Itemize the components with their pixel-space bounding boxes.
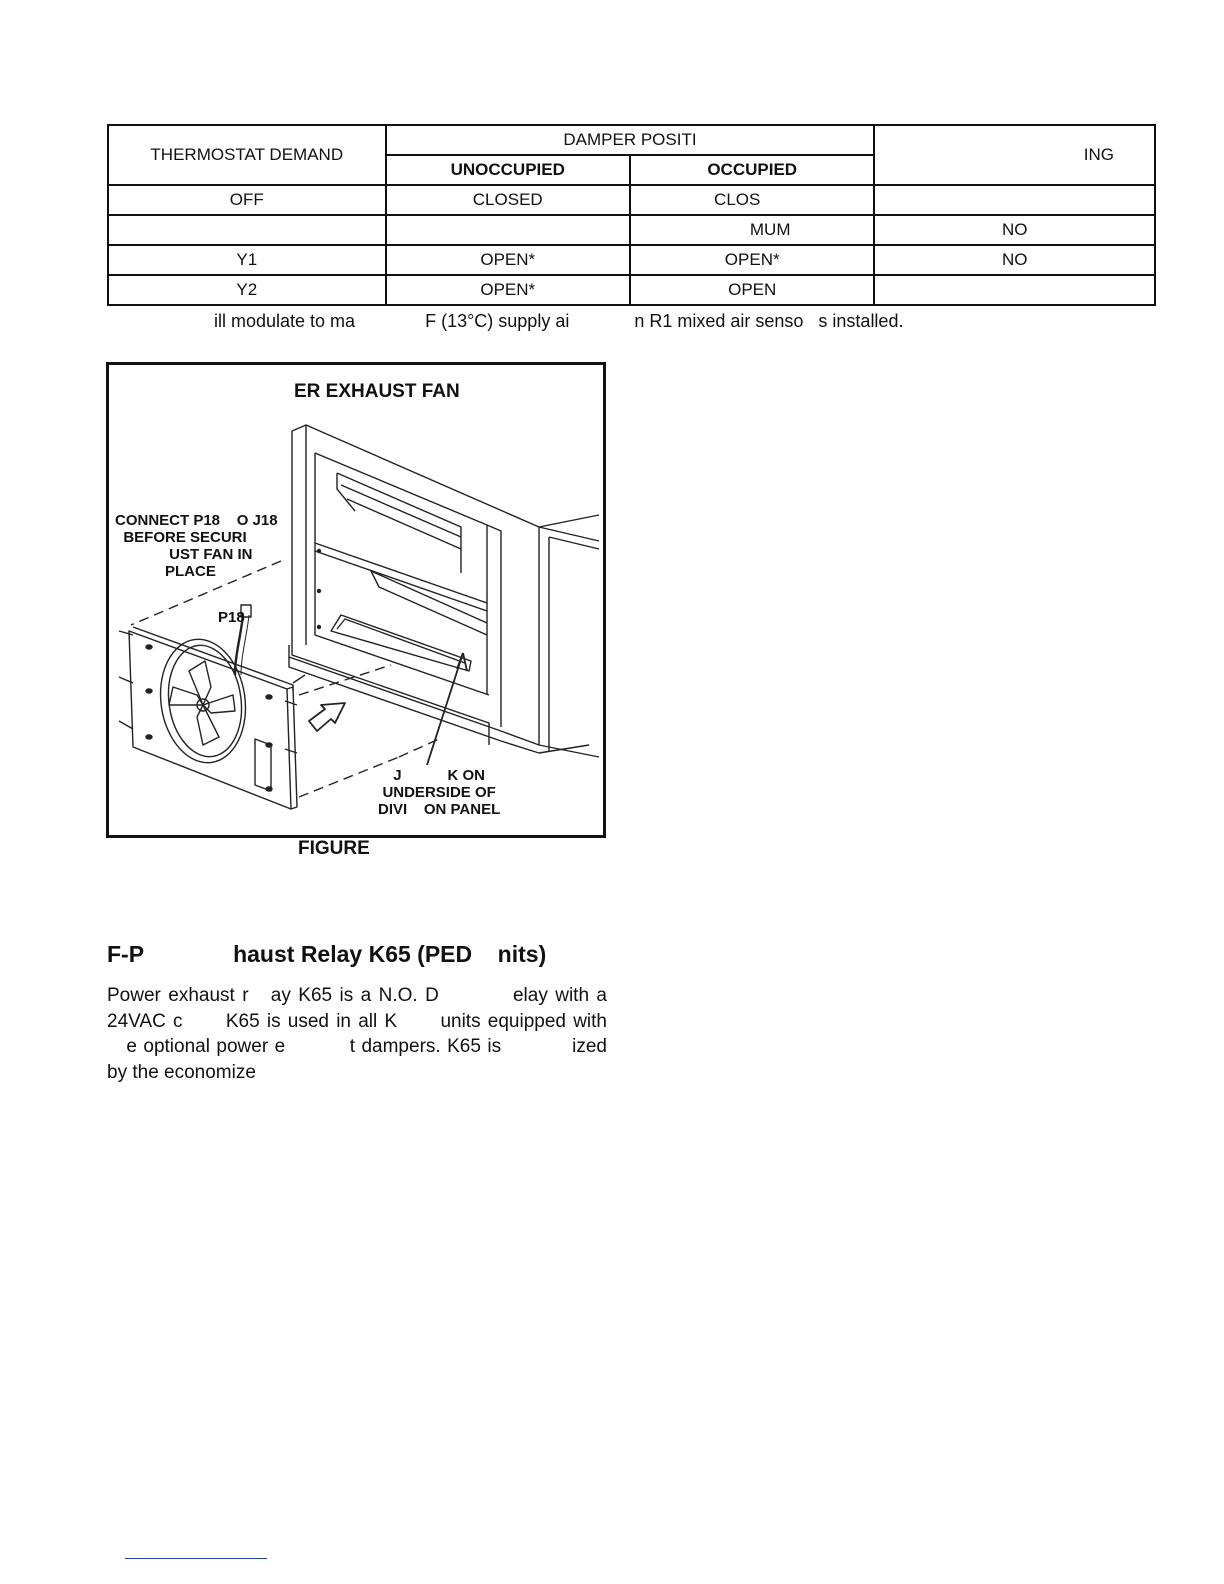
cell-occupied: OPEN*: [630, 245, 874, 275]
header-right-column: ING: [874, 125, 1155, 185]
cell-unoccupied: OPEN*: [386, 245, 630, 275]
cell-last: [874, 275, 1155, 305]
connect-p18-label: CONNECT P18 O J18 BEFORE SECURI UST FAN IN PLACE: [115, 512, 278, 580]
table-footnote: ill modulate to ma F (13°C) supply ai n R1 mixed air senso s installed.: [214, 311, 904, 331]
cell-unoccupied: CLOSED: [386, 185, 630, 215]
cell-demand: Y2: [108, 275, 386, 305]
header-damper-position: DAMPER POSITI: [386, 125, 875, 155]
paragraph-line: by the economize: [107, 1061, 256, 1083]
section-paragraph: [107, 983, 607, 1085]
paragraph-line: 24VAC c K65 is used in all K units equipped with: [107, 1010, 607, 1032]
cell-last: [874, 185, 1155, 215]
table-row: [108, 185, 1155, 215]
jack-location-label: J K ON UNDERSIDE OF DIVI ON PANEL: [378, 767, 501, 818]
cell-last: NO: [874, 245, 1155, 275]
header-thermostat-demand: THERMOSTAT DEMAND: [108, 125, 386, 185]
figure-title: ER EXHAUST FAN: [294, 381, 460, 402]
cell-demand: OFF: [108, 185, 386, 215]
table-row: [108, 215, 1155, 245]
figure-caption: FIGURE: [298, 838, 370, 859]
damper-position-table: [107, 124, 1156, 306]
footnote-rule: [125, 1558, 267, 1559]
exhaust-fan-figure: [106, 362, 606, 838]
header-occupied: OCCUPIED: [630, 155, 874, 185]
table-row: [108, 275, 1155, 305]
cell-unoccupied: OPEN*: [386, 275, 630, 305]
cell-occupied: OPEN: [630, 275, 874, 305]
cell-occupied: CLOS: [630, 185, 874, 215]
cell-last: NO: [874, 215, 1155, 245]
header-unoccupied: UNOCCUPIED: [386, 155, 630, 185]
cell-occupied: MUM: [630, 215, 874, 245]
paragraph-line: e optional power e t dampers. K65 is ized: [107, 1036, 607, 1057]
table-row: [108, 245, 1155, 275]
cell-unoccupied: [386, 215, 630, 245]
exhaust-fan-illustration: [109, 365, 603, 835]
cell-demand: Y1: [108, 245, 386, 275]
cell-demand: [108, 215, 386, 245]
p18-label: P18: [218, 609, 245, 626]
paragraph-line: Power exhaust r ay K65 is a N.O. D elay with a: [107, 985, 607, 1006]
section-heading: F-P haust Relay K65 (PED nits): [107, 941, 547, 967]
